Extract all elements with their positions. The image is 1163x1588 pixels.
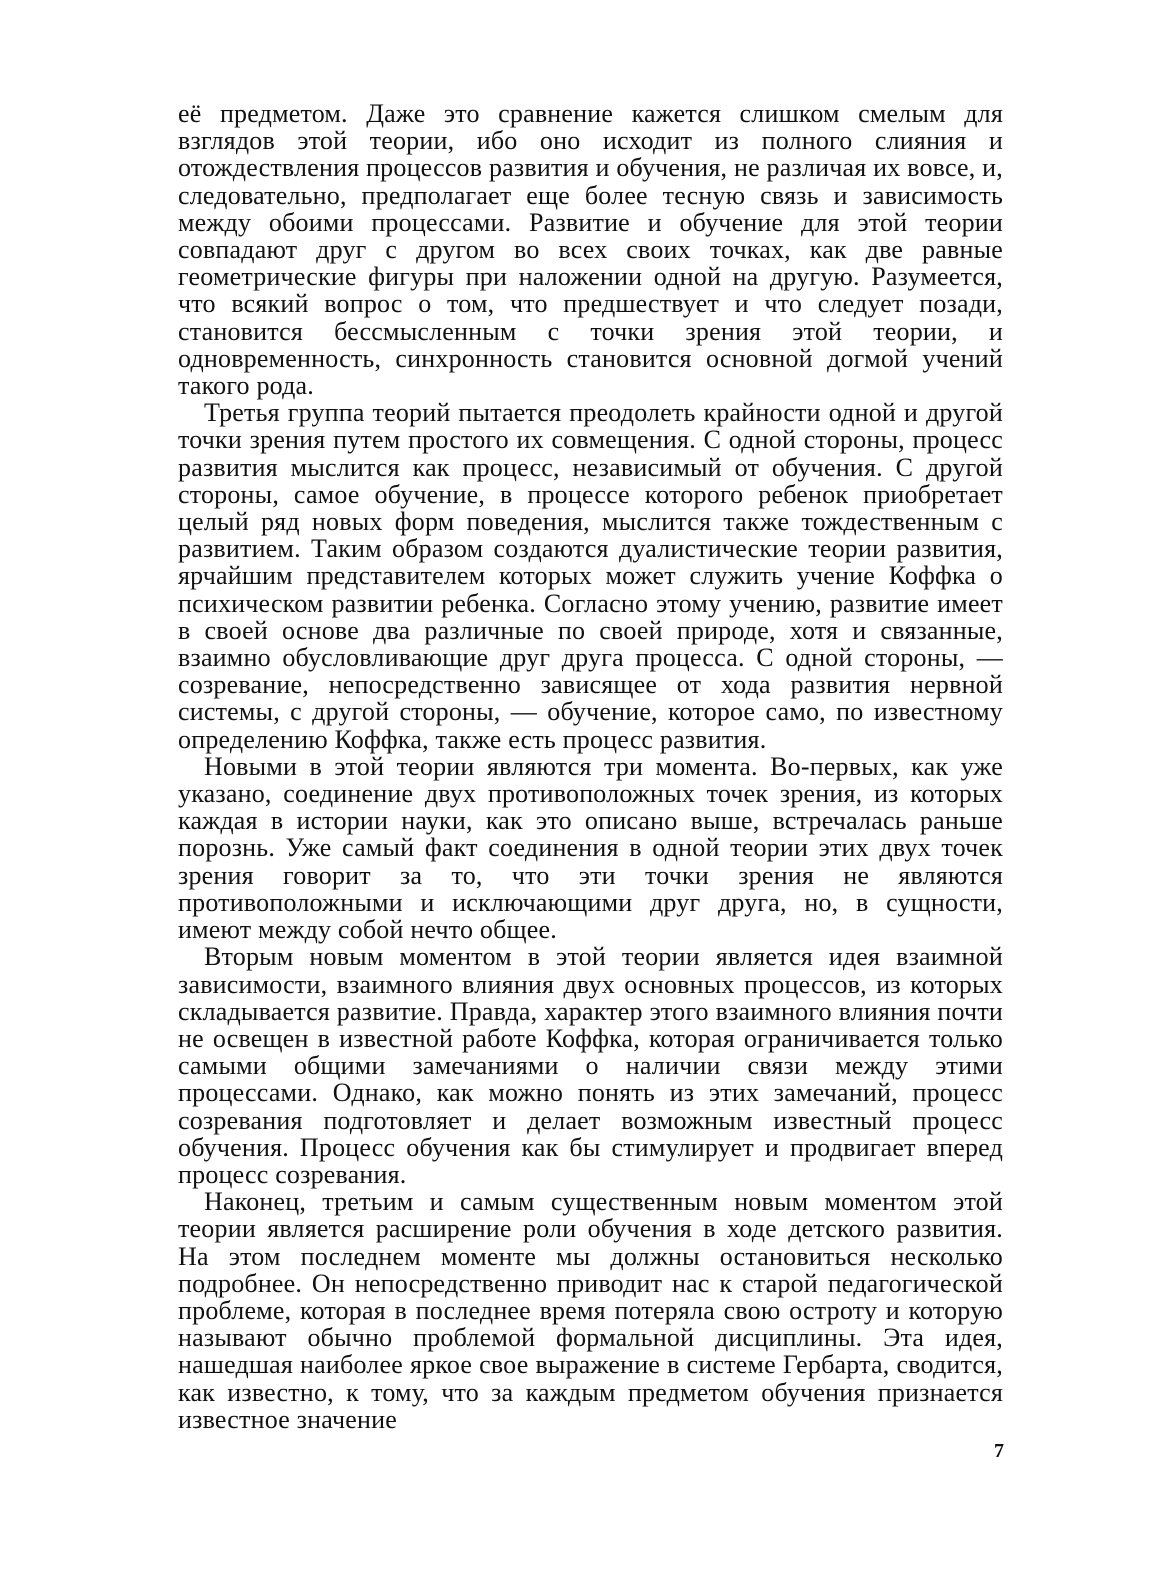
page-number: 7: [994, 1440, 1004, 1462]
paragraph-second-moment: Вторым новым моментом в этой теории является идея взаимной зависимости, взаимного влияния двух основных процессов, из которых складывается развитие. Правда, характер этого взаимного влияния почти не освещен в известной работе Коффка, которая ограничивается только самыми общими замечаниями о наличии связи между этими процессами. Однако, как можно понять из этих замечаний, процесс созревания подготовляет и делает возможным известный процесс обучения. Процесс обучения как бы стимулирует и продвигает вперед процесс созревания.: [178, 942, 1003, 1189]
paragraph-third-moment: Наконец, третьим и самым существенным новым моментом этой теории является расширение роли обучения в ходе детского развития. На этом последнем моменте мы должны остановиться несколько подробнее. Он непосредственно приводит нас к старой педагогической проблеме, которая в последнее время потеряла свою остроту и которую называют обычно проблемой формальной дисциплины. Эта идея, нашедшая наиболее яркое свое выражение в системе Гербарта, сводится, как известно, к тому, что за каждым предметом обучения признается известное значение: [178, 1187, 1003, 1434]
body-text: [178, 100, 1003, 1433]
paragraph-new-moments: Новыми в этой теории являются три момента. Во-первых, как уже указано, соединение двух противоположных точек зрения, из которых каждая в истории науки, как это описано выше, встречалась раньше порознь. Уже самый факт соединения в одной теории этих двух точек зрения говорит за то, что эти точки зрения не являются противоположными и исключающими друг друга, но, в сущности, имеют между собой нечто общее.: [178, 751, 1003, 945]
paragraph-continuation: её предметом. Даже это сравнение кажется слишком смелым для взглядов этой теории, ибо оно исходит из полного слияния и отождествления процессов развития и обучения, не различая их вовсе, и, следовательно, предполагает еще более тесную связь и зависимость между обоими процессами. Развитие и обучение для этой теории совпадают друг с другом во всех своих точках, как две равные геометрические фигуры при наложении одной на другую. Разумеется, что всякий вопрос о том, что предшествует и что следует позади, становится бессмысленным с точки зрения этой теории, и одновременность, синхронность становится основной догмой учений такого рода.: [178, 99, 1003, 401]
paragraph-third-group: Третья группа теорий пытается преодолеть крайности одной и другой точки зрения путем простого их совмещения. С одной стороны, процесс развития мыслится как процесс, независимый от обучения. С другой стороны, самое обучение, в процессе которого ребенок приобретает целый ряд новых форм поведения, мыслится также тождественным с развитием. Таким образом создаются дуалистические теории развития, ярчайшим представителем которых может служить учение Коффка о психическом развитии ребенка. Согласно этому учению, развитие имеет в своей основе два различные по своей природе, хотя и связанные, взаимно обусловливающие друг друга процесса. С одной стороны, — созревание, непосредственно зависящее от хода развития нервной системы, с другой стороны, — обучение, которое само, по известному определению Коффка, также есть процесс развития.: [178, 398, 1003, 754]
